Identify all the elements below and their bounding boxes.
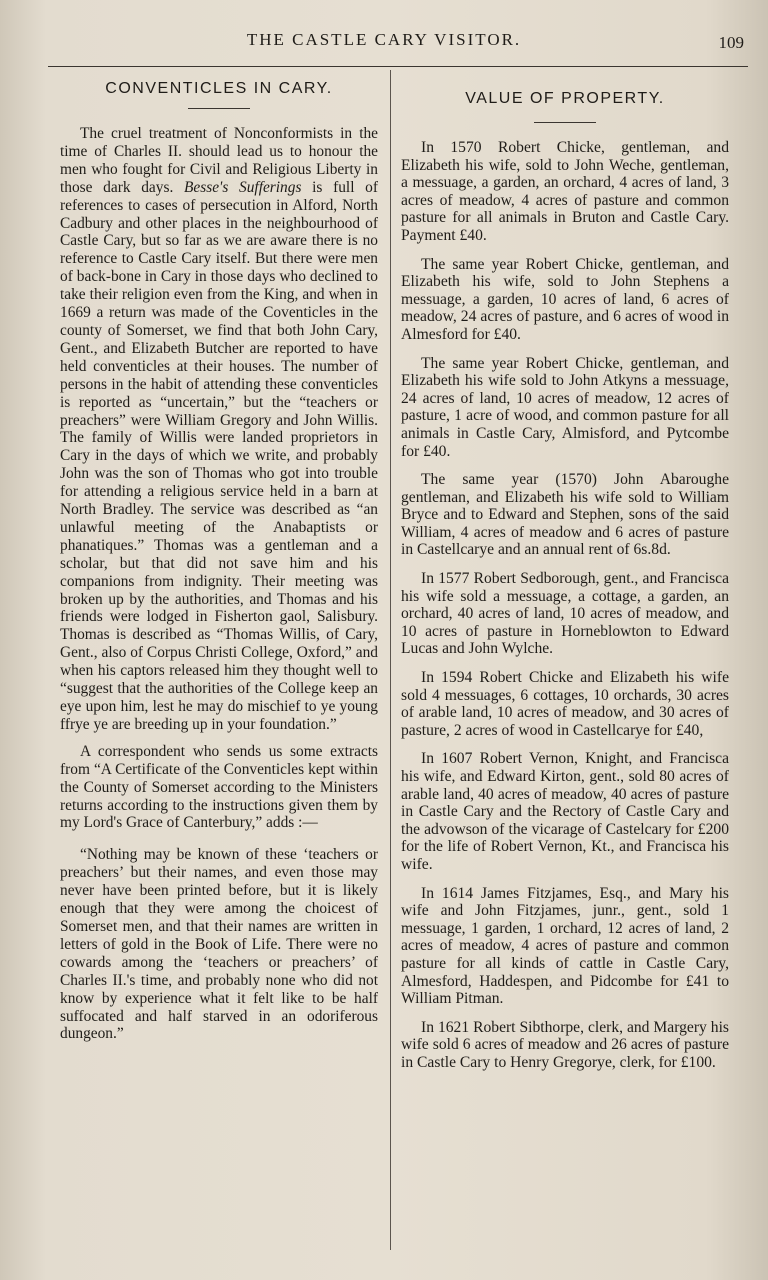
article-title-value-of-property: VALUE OF PROPERTY. <box>465 90 665 107</box>
book-title-italic: Besse's Sufferings <box>184 178 302 196</box>
title-rule <box>534 122 596 123</box>
paragraph: A correspondent who sends us some extracts from “A Certificate of the Conventicles kept within the County of Somerset according to the Ministers returns according to the instructions given them by my Lord's Grace of Canterbury,” adds :— <box>60 742 378 832</box>
quoted-paragraph: “Nothing may be known of these ‘teachers or preachers’ but their names, and even those may never have been printed before, but it is likely enough that they were among the choicest of Somerset men, and that their names are written in letters of gold in the Book of Life. There were no cowards among the ‘teachers or preachers’ of Charles II.'s time, and probably none who did not know by experience what it felt like to be half suffocated and half starved in an odoriferous dungeon.” <box>60 846 378 1043</box>
paragraph: In 1577 Robert Sedborough, gent., and Francisca his wife sold a messuage, a cottage, a garden, an orchard, 40 acres of land, 10 acres of meadow, and 10 acres of pasture in Horneblowton to Edward Lucas and John Wylche. <box>401 570 729 658</box>
paragraph: In 1570 Robert Chicke, gentleman, and Elizabeth his wife, sold to John Weche, gentleman, a messuage, a garden, an orchard, 4 acres of land, 3 acres of meadow, 4 acres of pasture and common pasture for all animals in Bruton and Castle Cary. Payment £40. <box>401 139 729 244</box>
paragraph <box>60 125 378 734</box>
running-title: THE CASTLE CARY VISITOR. <box>246 30 522 49</box>
article-title-conventicles: CONVENTICLES IN CARY. <box>105 80 333 97</box>
left-column <box>60 70 378 1052</box>
paragraph: The same year (1570) John Abaroughe gentleman, and Elizabeth his wife sold to William Bryce and to Edward and Stephen, sons of the said William, 4 acres of meadow and 6 acres of pasture in Castellcarye and an annual rent of 6s.8d. <box>401 471 729 559</box>
right-column <box>401 70 729 1083</box>
title-rule <box>188 108 250 109</box>
paragraph: In 1594 Robert Chicke and Elizabeth his wife sold 4 messuages, 6 cottages, 10 orchards, 30 acres of arable land, 10 acres of meadow, and 30 acres of pasture, 2 acres of wood in Castellcarye for £40, <box>401 669 729 739</box>
page-number: 109 <box>718 33 744 52</box>
column-divider <box>390 70 391 1250</box>
paragraph: In 1607 Robert Vernon, Knight, and Francisca his wife, and Edward Kirton, gent., sold 80 acres of arable land, 40 acres of meadow, 40 acres of pasture in Castle Cary and the Rectory of Castle Cary and the advowson of the vicarage of Castelcary for £200 for the life of Robert Vernon, Kt., and Francisca his wife. <box>401 750 729 873</box>
paragraph-text: is full of references to cases of persecution in Alford, North Cadbury and other places in the neighbourhood of Castle Cary, but so far as we are aware there is no reference to Castle Cary itself. But there were men of back-bone in Cary in those days who declined to take their religion even from the King, and when in 1669 a return was made of the Coventicles in the county of Somerset, we find that both John Cary, Gent., and Elizabeth Butcher are reported to have held conventicles at their houses. The number of persons in the habit of attending these conventicles is reported as “uncertain,” but the “teachers or preachers” were William Gregory and John Willis. The family of Willis were landed proprietors in Cary in the days of which we write, and probably John was the son of Thomas who got into trouble for attending a religious service held in a barn at North Bradley. The service was described as “an unlawful meeting of the Anabaptists or phanatiques.” Thomas was a gentleman and a scholar, but that did not save him and his companions from indignity. Their meeting was broken up by the authorities, and Thomas and his friends were lodged in Fisherton gaol, Salisbury. Thomas is described as “Thomas Willis, of Cary, Gent., also of Corpus Christi College, Oxford,” and when his captors released him they thought well to “suggest that the authorities of the College keep an eye upon him, lest he may do mischief to ye young ffrye ye are breeding up in your foundation.” <box>60 178 379 733</box>
paragraph: In 1614 James Fitzjames, Esq., and Mary his wife and John Fitzjames, junr., gent., sold 1 messuage, 1 garden, 1 orchard, 12 acres of land, 2 acres of meadow, 4 acres of pasture and common pasture for all kinds of cattle in Castle Cary, Almesford, Haddespen, and Pidcombe for £41 to William Pitman. <box>401 884 729 1008</box>
header-rule <box>48 66 748 67</box>
paragraph: The same year Robert Chicke, gentleman, and Elizabeth his wife, sold to John Stephens a messuage, a garden, 10 acres of land, 6 acres of meadow, 24 acres of pasture, and 6 acres of wood in Almesford for £40. <box>401 255 729 343</box>
paragraph: The same year Robert Chicke, gentleman, and Elizabeth his wife sold to John Atkyns a messuage, 24 acres of land, 10 acres of meadow, 12 acres of pasture, 1 acre of wood, and common pasture for all animals in Castle Cary, Almisford, and Pytcombe for £40. <box>401 354 729 460</box>
paragraph-text: The cruel treatment of Nonconformists in the time of Charles II. should lead us to honour the men who fought for Civil and Religious Liberty in those dark days. <box>60 125 378 196</box>
paragraph: In 1621 Robert Sibthorpe, clerk, and Margery his wife sold 6 acres of meadow and 26 acres of pasture in Castle Cary to Henry Gregorye, clerk, for £100. <box>401 1018 729 1071</box>
